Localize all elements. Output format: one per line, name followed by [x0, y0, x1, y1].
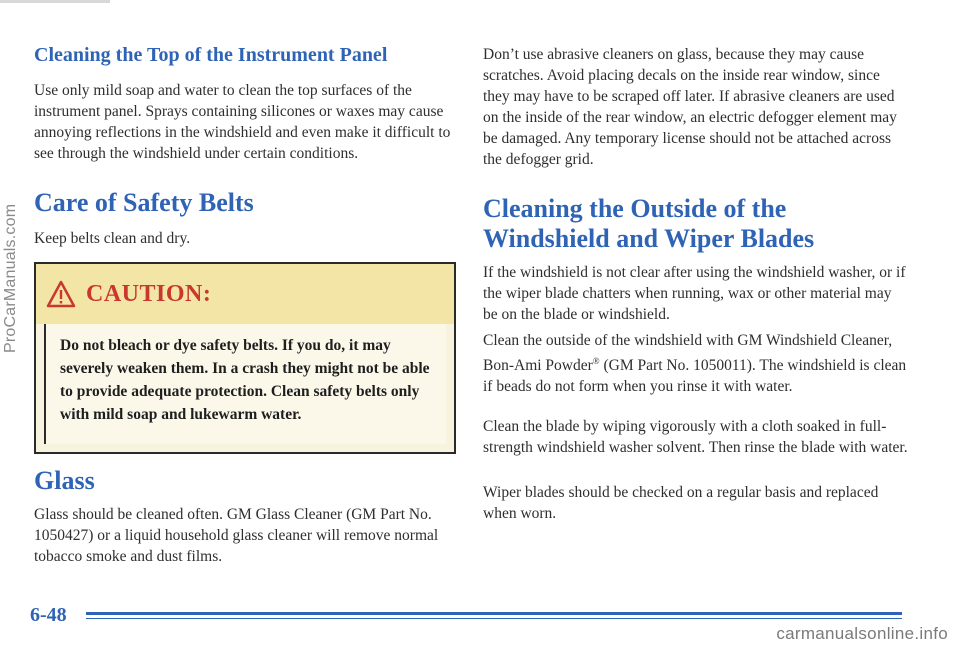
caution-header [36, 264, 454, 324]
paragraph-wiper-replace: Wiper blades should be checked on a regular basis and replaced when worn. [483, 484, 879, 522]
heading-windshield-wiper: Cleaning the Outside of the Windshield and Wiper Blades [483, 194, 815, 253]
paragraph-instrument-panel: Use only mild soap and water to clean the top surfaces of the instrument panel. Sprays containing silicones or waxes may cause annoying reflections in the windshield and even make it difficult to see through the windshield under certain conditions. [34, 82, 451, 162]
caution-body [44, 324, 446, 444]
caution-text: Do not bleach or dye safety belts. If you do, it may severely weaken them. In a crash they might not be able to provide adequate protection. Clean safety belts only with mild soap and lukewarm water. [60, 337, 430, 423]
paragraph-clean-windshield [483, 330, 908, 397]
caution-box [34, 262, 456, 454]
footer-site-watermark: carmanualsonline.info [776, 624, 948, 643]
paragraph-clean-windshield-part2: (GM Part No. 1050011). The windshield is clean if beads do not form when you rinse it with water. [483, 357, 907, 396]
side-watermark: ProCarManuals.com [2, 203, 19, 353]
top-decor-rule [0, 0, 110, 3]
registered-mark: ® [592, 356, 600, 366]
heading-instrument-panel: Cleaning the Top of the Instrument Panel [34, 44, 388, 66]
footer-rule [86, 612, 902, 615]
paragraph-abrasive-cleaners: Don’t use abrasive cleaners on glass, because they may cause scratches. Avoid placing decals on the inside rear window, since they may have to be scraped off later. If abrasive cleaners are used on the inside of the rear window, an electric defogger element may be damaged. Any temporary license should not be attached across the defogger grid. [483, 46, 897, 168]
caution-title: CAUTION: [86, 280, 212, 307]
paragraph-safety-belts: Keep belts clean and dry. [34, 230, 191, 247]
heading-glass: Glass [34, 466, 95, 495]
paragraph-glass: Glass should be cleaned often. GM Glass Cleaner (GM Part No. 1050427) or a liquid household glass cleaner will remove normal tobacco smoke and dust films. [34, 506, 439, 565]
paragraph-clean-blade: Clean the blade by wiping vigorously with a cloth soaked in full-strength windshield washer solvent. Then rinse the blade with water. [483, 418, 908, 456]
warning-triangle-icon [46, 280, 76, 308]
footer-rule-thin [86, 618, 902, 619]
heading-safety-belts: Care of Safety Belts [34, 188, 254, 217]
page-number: 6-48 [30, 604, 67, 626]
paragraph-windshield-not-clear: If the windshield is not clear after using the windshield washer, or if the wiper blade chatters when running, wax or other material may be on the blade or windshield. [483, 264, 906, 323]
paragraph-clean-windshield-part1: Clean the outside of the windshield with GM Windshield Cleaner, Bon-Ami Powder [483, 332, 893, 375]
